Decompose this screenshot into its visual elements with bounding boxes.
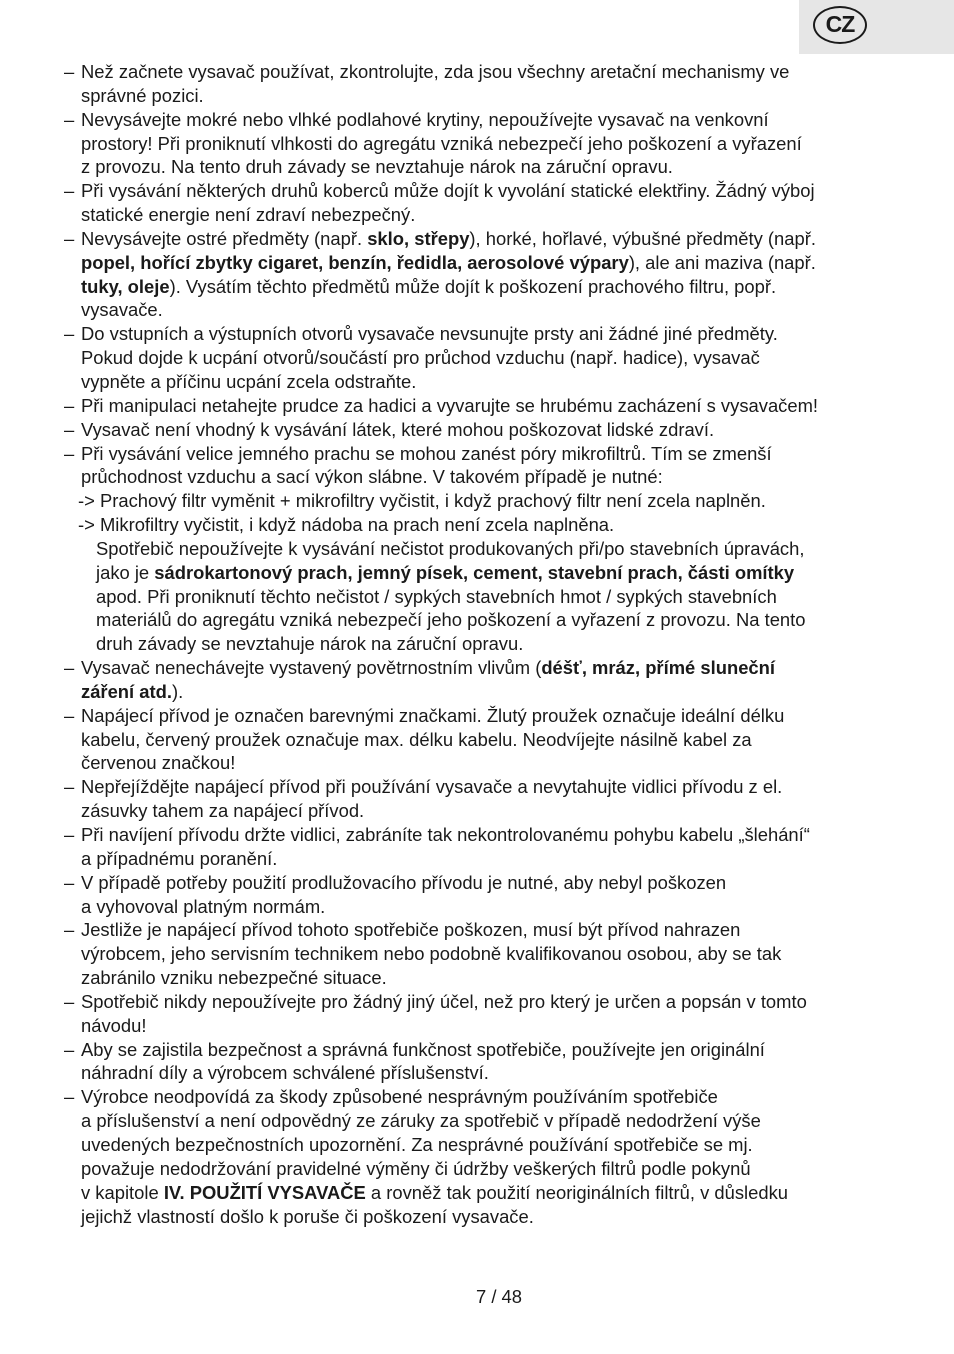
- text-line: [81, 418, 912, 442]
- text-line: [81, 1038, 912, 1062]
- list-item: [62, 227, 912, 322]
- list-item: [62, 656, 912, 704]
- bold-text: tuky, oleje: [81, 275, 170, 297]
- text-line: [96, 561, 912, 585]
- arrow-step: -> Prachový filtr vyměnit + mikrofiltry vyčistit, i když prachový filtr není zcela naplněn.: [78, 490, 766, 512]
- text-line: [81, 442, 912, 466]
- arrow-step: -> Mikrofiltry vyčistit, i když nádoba na prach není zcela naplněna.: [78, 514, 615, 536]
- text-line: [81, 108, 912, 132]
- list-item: [62, 704, 912, 776]
- list-item: [62, 108, 912, 180]
- text-line: [81, 203, 912, 227]
- text-line: [81, 251, 912, 275]
- text-line: [81, 394, 912, 418]
- text-run: z provozu. Na tento druh závady se nevztahuje nárok na záruční opravu.: [81, 156, 673, 178]
- text-line: [96, 632, 912, 656]
- text-run: návodu!: [81, 1014, 147, 1036]
- instruction-list-continued: [62, 656, 912, 1228]
- text-run: Při navíjení přívodu držte vidlici, zabráníte tak nekontrolovanému pohybu kabelu „šlehání“: [81, 824, 810, 845]
- text-run: zabránilo vzniku nebezpečné situace.: [81, 967, 387, 989]
- text-line: [81, 179, 912, 203]
- text-run: a rovněž tak použití neoriginálních filtrů, v důsledku: [365, 1181, 789, 1203]
- list-item: [62, 823, 912, 871]
- list-item: [62, 775, 912, 823]
- text-line: [81, 680, 912, 704]
- text-run: průchodnost vzduchu a sací výkon slábne. V takovém případě je nutné:: [81, 466, 663, 488]
- text-run: červenou značkou!: [81, 752, 236, 774]
- text-line: [81, 1205, 912, 1229]
- filter-steps: [62, 489, 912, 537]
- list-item: [62, 442, 912, 490]
- text-run: a vyhovoval platným normám.: [81, 895, 326, 917]
- list-item: [62, 990, 912, 1038]
- text-line: [81, 871, 912, 895]
- construction-dust-note: [62, 537, 912, 656]
- language-badge: CZ: [813, 6, 867, 44]
- bold-text: sklo, střepy: [367, 227, 470, 249]
- language-tab: [799, 0, 954, 54]
- text-run: vysavače.: [81, 299, 163, 321]
- text-run: Nevysávejte mokré nebo vlhké podlahové krytiny, nepoužívejte vysavač na venkovní: [81, 108, 769, 130]
- text-line: [96, 585, 912, 609]
- text-run: považuje nedodržování pravidelné výměny či údržby veškerých filtrů podle pokynů: [81, 1157, 751, 1179]
- text-run: Při vysávání některých druhů koberců může dojít k vyvolání statické elektřiny. Žádný výboj: [81, 180, 815, 202]
- text-line: [81, 918, 912, 942]
- text-run: a příslušenství a není odpovědný ze záruky za spotřebič v případě nedodržení výše: [81, 1110, 761, 1132]
- text-run: vypněte a příčinu ucpání zcela odstraňte.: [81, 370, 417, 392]
- text-run: jako je: [96, 561, 155, 583]
- text-run: Vysavač není vhodný k vysávání látek, které mohou poškozovat lidské zdraví.: [81, 418, 715, 440]
- text-line: [81, 990, 912, 1014]
- text-line: [81, 656, 912, 680]
- text-line: [96, 537, 912, 561]
- text-line: [81, 227, 912, 251]
- text-run: ).: [171, 680, 184, 702]
- text-run: ), ale ani maziva (např.: [628, 251, 816, 273]
- text-line: [81, 322, 912, 346]
- text-line: [81, 275, 912, 299]
- text-run: Nepřejíždějte napájecí přívod při používání vysavače a nevytahujte vidlici přívodu z el.: [81, 776, 783, 798]
- text-run: V případě potřeby použití prodlužovacího přívodu je nutné, aby nebyl poškozen: [81, 871, 727, 893]
- text-line: [81, 465, 912, 489]
- text-run: kabelu, červený proužek označuje max. délku kabelu. Neodvíjejte násilně kabel za: [81, 728, 752, 750]
- text-line: [81, 895, 912, 919]
- text-line: [81, 1133, 912, 1157]
- text-run: Jestliže je napájecí přívod tohoto spotřebiče poškozen, musí být přívod nahrazen: [81, 919, 741, 941]
- bold-text: déšť, mráz, přímé sluneční: [541, 657, 775, 679]
- list-item: [62, 1038, 912, 1086]
- text-run: Při manipulaci netahejte prudce za hadici a vyvarujte se hrubému zacházení s vysavačem!: [81, 394, 819, 416]
- text-run: statické energie není zdraví nebezpečný.: [81, 204, 416, 226]
- list-item: [62, 418, 912, 442]
- list-item: [62, 179, 912, 227]
- list-item: [62, 60, 912, 108]
- text-line: [81, 1109, 912, 1133]
- text-run: materiálů do agregátu vzniká nebezpečí jeho poškození a vyřazení z provozu. Na tento: [96, 609, 806, 631]
- text-run: Spotřebič nepoužívejte k vysávání nečistot produkovaných při/po stavebních úpravách,: [96, 537, 805, 559]
- instruction-list: [62, 60, 912, 489]
- text-line: [81, 775, 912, 799]
- bold-text: IV. POUŽITÍ VYSAVAČE: [163, 1181, 366, 1203]
- text-run: jejichž vlastností došlo k poruše či poškození vysavače.: [81, 1205, 534, 1227]
- text-line: [81, 847, 912, 871]
- text-run: Nevysávejte ostré předměty (např.: [81, 227, 368, 249]
- text-line: [81, 799, 912, 823]
- text-run: Než začnete vysavač používat, zkontrolujte, zda jsou všechny aretační mechanismy ve: [81, 61, 790, 82]
- bold-text: popel, hořící zbytky cigaret, benzín, ředidla, aerosolové výpary: [81, 251, 629, 273]
- text-run: Aby se zajistila bezpečnost a správná funkčnost spotřebiče, používejte jen originální: [81, 1038, 765, 1060]
- list-item: [62, 871, 912, 919]
- text-line: [81, 60, 912, 84]
- list-item: [62, 1085, 912, 1228]
- text-line: [81, 942, 912, 966]
- text-line: [81, 346, 912, 370]
- text-line: [81, 1061, 912, 1085]
- text-line: [81, 1085, 912, 1109]
- text-run: Do vstupních a výstupních otvorů vysavače nevsunujte prsty ani žádné jiné předměty.: [81, 323, 778, 345]
- text-run: ), horké, hořlavé, výbušné předměty (např.: [469, 227, 816, 249]
- list-item: [62, 394, 912, 418]
- text-line: [81, 751, 912, 775]
- text-run: zásuvky tahem za napájecí přívod.: [81, 800, 365, 822]
- text-run: Pokud dojde k ucpání otvorů/součástí pro průchod vzduchu (např. hadice), vysavač: [81, 347, 760, 369]
- list-item: [62, 918, 912, 990]
- text-line: [81, 1157, 912, 1181]
- text-run: druh závady se nevztahuje nárok na záruční opravu.: [96, 633, 524, 655]
- text-run: ). Vysátím těchto předmětů může dojít k poškození prachového filtru, popř.: [169, 275, 777, 297]
- safety-instructions: [62, 60, 912, 1228]
- text-line: [81, 155, 912, 179]
- text-run: prostory! Při proniknutí vlhkosti do agregátu vzniká nebezpečí jeho poškození a vyřazení: [81, 132, 802, 154]
- bold-text: sádrokartonový prach, jemný písek, cement, stavební prach, části omítky: [154, 561, 795, 583]
- text-line: [81, 370, 912, 394]
- page-number: 7 / 48: [475, 1286, 522, 1307]
- text-run: uvedených bezpečnostních upozornění. Za nesprávné používání spotřebiče se mj.: [81, 1133, 753, 1155]
- text-line: [81, 728, 912, 752]
- text-run: v kapitole: [81, 1181, 164, 1203]
- text-line: [96, 608, 912, 632]
- text-run: náhradní díly a výrobcem schválené příslušenství.: [81, 1062, 489, 1084]
- text-line: [81, 1014, 912, 1038]
- text-run: správné pozici.: [81, 84, 204, 106]
- text-line: [81, 704, 912, 728]
- text-run: Vysavač nenechávejte vystavený povětrnostním vlivům (: [81, 657, 542, 679]
- text-line: [81, 132, 912, 156]
- text-run: Výrobce neodpovídá za škody způsobené nesprávným používáním spotřebiče: [81, 1086, 718, 1108]
- text-line: [81, 823, 912, 847]
- text-line: [81, 298, 912, 322]
- text-line: [81, 1181, 912, 1205]
- text-run: výrobcem, jeho servisním technikem nebo podobně kvalifikovanou osobou, aby se tak: [81, 943, 782, 965]
- list-item: [62, 322, 912, 394]
- text-run: Napájecí přívod je označen barevnými značkami. Žlutý proužek označuje ideální délku: [81, 704, 785, 726]
- text-run: Spotřebič nikdy nepoužívejte pro žádný jiný účel, než pro který je určen a popsán v tomto: [81, 990, 807, 1012]
- text-run: a případnému poranění.: [81, 847, 278, 869]
- text-line: [81, 84, 912, 108]
- text-run: Při vysávání velice jemného prachu se mohou zanést póry mikrofiltrů. Tím se zmenší: [81, 442, 772, 464]
- bold-text: záření atd.: [81, 680, 172, 702]
- text-line: [81, 966, 912, 990]
- text-run: apod. Při proniknutí těchto nečistot / sypkých stavebních hmot / sypkých stavebních: [96, 585, 777, 607]
